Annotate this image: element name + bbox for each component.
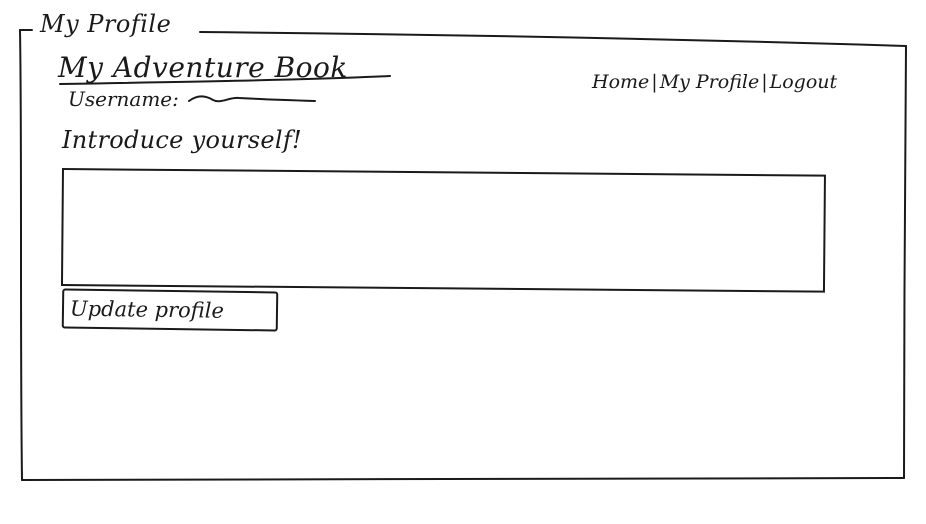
nav-logout-link[interactable]: Logout bbox=[769, 71, 838, 93]
nav-my-profile-link[interactable]: My Profile bbox=[659, 71, 760, 93]
update-profile-button[interactable]: Update profile bbox=[62, 288, 279, 331]
intro-label: Introduce yourself! bbox=[62, 126, 302, 154]
top-nav bbox=[592, 73, 837, 92]
nav-separator: | bbox=[651, 71, 658, 93]
app-title: My Adventure Book bbox=[58, 51, 348, 84]
username-label: Username: bbox=[68, 87, 179, 111]
nav-separator: | bbox=[761, 71, 768, 93]
username-squiggle bbox=[187, 91, 317, 107]
username-row bbox=[68, 89, 317, 109]
nav-home-link[interactable]: Home bbox=[592, 71, 650, 93]
window-title: My Profile bbox=[36, 12, 175, 36]
intro-textarea[interactable] bbox=[61, 168, 826, 293]
